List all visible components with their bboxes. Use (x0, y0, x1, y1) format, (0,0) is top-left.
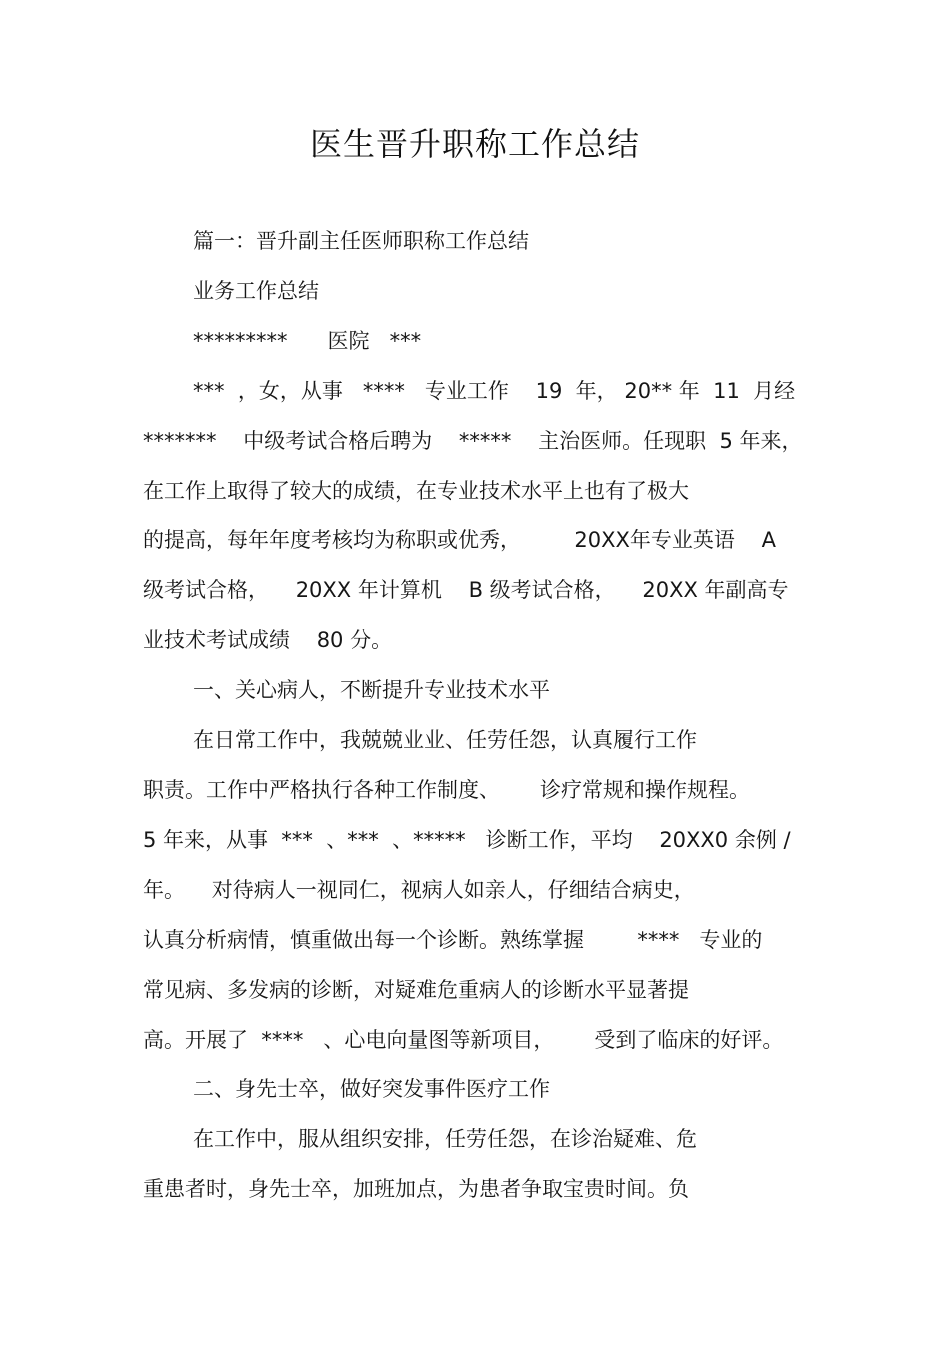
paragraph-line: 重患者时，身先士卒，加班加点，为患者争取宝贵时间。负 (143, 1177, 689, 1201)
paragraph-line: 高。开展了 **** 、心电向量图等新项目， 受到了临床的好评。 (143, 1028, 784, 1052)
paragraph-line: 年。 对待病人一视同仁，视病人如亲人，仔细结合病史， (143, 878, 695, 902)
paragraph-line: 在工作中，服从组织安排，任劳任怨，在诊治疑难、危 (193, 1127, 697, 1151)
section-heading-one: 一、关心病人，不断提升专业技术水平 (193, 678, 550, 702)
paragraph-line: 在工作上取得了较大的成绩，在专业技术水平上也有了极大 (143, 479, 689, 503)
paragraph-line: 的提高，每年年度考核均为称职或优秀， 20XX年专业英语 A (143, 528, 776, 552)
section-heading-part-one: 篇一：晋升副主任医师职称工作总结 (193, 229, 529, 253)
subheading-business-summary: 业务工作总结 (193, 279, 319, 303)
paragraph-line: 业技术考试成绩 80 分。 (143, 628, 393, 652)
paragraph-line: 在日常工作中，我兢兢业业、任劳任怨，认真履行工作 (193, 728, 697, 752)
paragraph-line: ******* 中级考试合格后聘为 ***** 主治医师。任现职 5 年来， (143, 429, 803, 453)
paragraph-line: 常见病、多发病的诊断，对疑难危重病人的诊断水平显著提 (143, 978, 689, 1002)
section-heading-two: 二、身先士卒，做好突发事件医疗工作 (193, 1077, 550, 1101)
document-title: 医生晋升职称工作总结 (309, 125, 640, 163)
paragraph-line: *** ，女，从事 **** 专业工作 19 年， 20** 年 11 月经 (193, 379, 796, 403)
paragraph-line: 认真分析病情，慎重做出每一个诊断。熟练掌握 **** 专业的 (143, 928, 763, 952)
paragraph-line: 级考试合格， 20XX 年计算机 B 级考试合格， 20XX 年副高专 (143, 578, 789, 602)
paragraph-line: 5 年来，从事 *** 、*** 、***** 诊断工作，平均 20XX0 余例 / (143, 828, 791, 852)
paragraph-line: 职责。工作中严格执行各种工作制度、 诊疗常规和操作规程。 (143, 778, 751, 802)
hospital-line: ********* 医院 *** (193, 329, 422, 353)
